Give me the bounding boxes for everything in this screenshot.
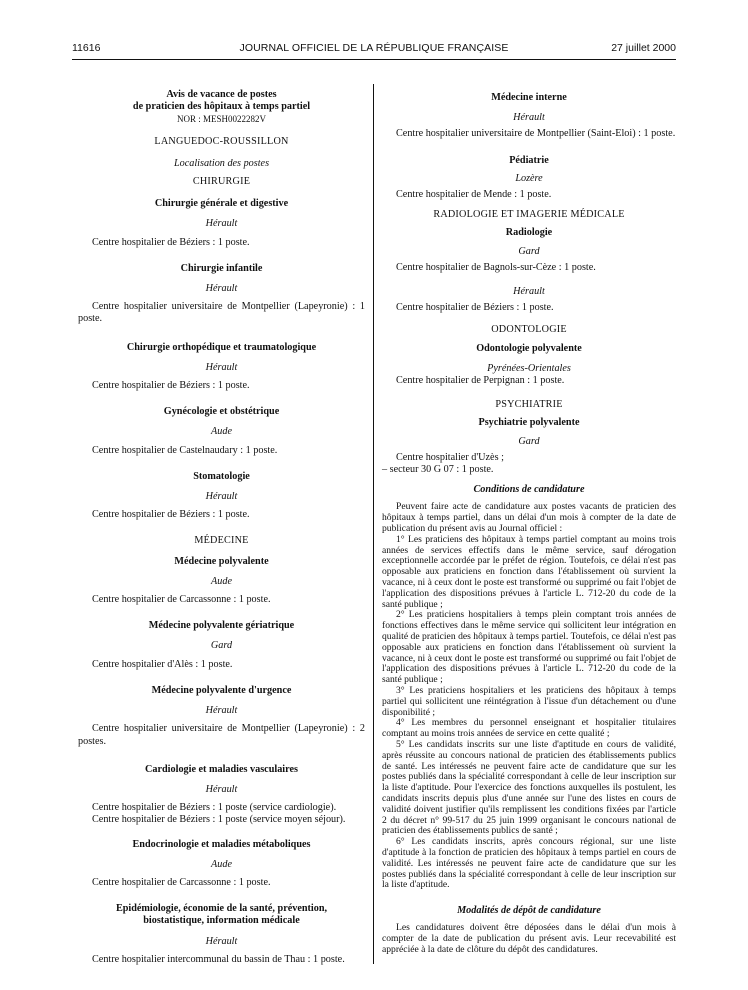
department: Hérault — [205, 783, 238, 795]
department: Hérault — [205, 361, 238, 373]
post-entry: Centre hospitalier de Perpignan : 1 poste. — [396, 375, 565, 387]
post-entry: Centre hospitalier de Béziers : 1 poste. — [92, 509, 250, 521]
post-entry: Centre hospitalier d'Uzès ; — [396, 451, 504, 463]
specialty-title: Pédiatrie — [509, 154, 549, 166]
specialty-title: Médecine polyvalente — [174, 555, 269, 567]
condition-item: 4° Les membres du personnel enseignant et hospitalier titulaires comptant au moins trois années de service en cette qualité ; — [382, 717, 676, 740]
specialty-title: Médecine polyvalente gériatrique — [148, 620, 295, 632]
specialty-title: Chirurgie infantile — [180, 262, 263, 274]
specialty-title: Chirurgie orthopédique et traumatologique — [126, 341, 317, 353]
specialty-title: Chirurgie générale et digestive — [154, 198, 289, 210]
specialty-title-continued: biostatistique, information médicale — [143, 915, 300, 927]
post-entry: Centre hospitalier de Béziers : 1 poste (service moyen séjour). — [92, 814, 346, 826]
category-chirurgie: CHIRURGIE — [192, 176, 251, 188]
post-entry: Centre hospitalier d'Alès : 1 poste. — [92, 658, 233, 670]
journal-title: JOURNAL OFFICIEL DE LA RÉPUBLIQUE FRANÇAISE — [239, 42, 509, 54]
post-entry: Centre hospitalier intercommunal du bassin de Thau : 1 poste. — [92, 953, 345, 965]
department: Hérault — [513, 112, 545, 124]
left-column — [78, 89, 365, 966]
condition-item: 5° Les candidats inscrits sur une liste d'aptitude en cours de validité, après réussite au concours national de praticien des établissements publics de santé. Les intéressés ne peuvent faire acte de candidature que sur les postes publiés dans la spécialité correspondant à celle de leur inscription sur la liste d'aptitude. Pour l'exercice des fonctions auxquelles ils postulent, les candidats inscrits depuis plus d'une année sur l'une des listes en cours de validité doivent justifier qu'ils remplissent les conditions fixées par l'article 2 du décret n° 99-517 du 25 juin 1999 organisant le concours national de praticien des établissements publics de santé ; — [382, 739, 676, 837]
category-radiologie: RADIOLOGIE ET IMAGERIE MÉDICALE — [433, 209, 625, 221]
notice-title: Avis de vacance de postes — [166, 89, 277, 100]
department: Pyrénées-Orientales — [487, 362, 571, 374]
department: Hérault — [205, 218, 238, 230]
region-heading: LANGUEDOC-ROUSSILLON — [154, 135, 289, 147]
post-entry: – secteur 30 G 07 : 1 poste. — [382, 464, 494, 476]
post-entry: Centre hospitalier de Bagnols-sur-Cèze : 1 poste. — [396, 261, 596, 273]
post-entry: Centre hospitalier de Carcassonne : 1 poste. — [92, 594, 271, 606]
category-medecine: MÉDECINE — [194, 535, 249, 547]
specialty-title: Médecine interne — [491, 92, 567, 103]
localisation-heading: Localisation des postes — [173, 157, 270, 169]
department: Aude — [211, 575, 232, 587]
right-column — [382, 92, 676, 956]
section-title-modalites: Modalités de dépôt de candidature — [457, 905, 601, 917]
post-entry: Centre hospitalier de Mende : 1 poste. — [396, 189, 552, 201]
specialty-title: Gynécologie et obstétrique — [163, 406, 280, 418]
post-entry: Centre hospitalier de Castelnaudary : 1 poste. — [92, 444, 278, 456]
post-entry: Centre hospitalier de Béziers : 1 poste. — [92, 236, 250, 248]
specialty-title: Stomatologie — [193, 470, 250, 482]
page-number: 11616 — [72, 42, 101, 54]
specialty-title: Psychiatrie polyvalente — [478, 417, 580, 429]
post-entry: Centre hospitalier de Béziers : 1 poste (service cardiologie). — [92, 802, 337, 814]
post-entry: Centre hospitalier universitaire de Montpellier (Lapeyronie) : 1 poste. — [78, 301, 365, 325]
page-header — [72, 42, 676, 56]
header-rule — [72, 59, 676, 60]
department: Gard — [210, 640, 233, 652]
modalites-text: Les candidatures doivent être déposées dans le délai d'un mois à compter de la date de publication du présent avis. Leur recevabilité est appréciée à la date de clôture du dépôt des candidatures. — [382, 922, 676, 955]
post-entry: Centre hospitalier de Béziers : 1 poste. — [396, 302, 554, 314]
department: Hérault — [205, 935, 238, 947]
specialty-title: Epidémiologie, économie de la santé, prévention, — [115, 903, 328, 915]
post-entry: Centre hospitalier de Béziers : 1 poste. — [92, 380, 250, 392]
condition-item: 3° Les praticiens hospitaliers et les praticiens des hôpitaux à temps partiel qui sollicitent une réintégration à l'issue d'un détachement ou d'une disponibilité ; — [382, 685, 676, 718]
notice-subtitle: de praticien des hôpitaux à temps partiel — [132, 101, 311, 113]
specialty-title: Endocrinologie et maladies métaboliques — [132, 838, 311, 850]
nor-reference: NOR : MESH0022282V — [176, 114, 266, 125]
department: Hérault — [205, 491, 238, 503]
post-entry: Centre hospitalier de Carcassonne : 1 poste. — [92, 876, 271, 888]
publication-date: 27 juillet 2000 — [611, 42, 676, 54]
department: Hérault — [205, 705, 238, 717]
specialty-title: Médecine polyvalente d'urgence — [151, 684, 292, 696]
department: Lozère — [515, 172, 543, 184]
condition-item: 6° Les candidats inscrits, après concours régional, sur une liste d'aptitude à la fonction de praticien des hôpitaux à temps partiel en cours de validité. Les intéressés ne peuvent faire acte de candidature que sur les postes publiés dans la spécialité correspondant à celle de leur inscription sur la liste d'aptitude. — [382, 836, 676, 891]
post-entry: Centre hospitalier universitaire de Montpellier (Saint-Eloi) : 1 poste. — [396, 128, 676, 140]
department: Hérault — [513, 286, 545, 298]
specialty-title: Cardiologie et maladies vasculaires — [145, 763, 298, 775]
conditions-body — [382, 502, 676, 891]
column-divider — [373, 84, 374, 964]
specialty-title: Radiologie — [505, 227, 553, 239]
department: Hérault — [205, 283, 238, 295]
conditions-intro: Peuvent faire acte de candidature aux postes vacants de praticien des hôpitaux à temps partiel, dans un délai d'un mois à compter de la date de publication du présent avis au Journal officiel : — [382, 501, 676, 535]
condition-item: 1° Les praticiens des hôpitaux à temps partiel comptant au moins trois années de services effectifs dans le même service, sauf dérogation exceptionnelle accordée par le préfet de région. Toutefois, ce délai n'est pas opposable aux praticiens en fonction dans l'établissement où survient la vacance, ni à ceux dont le poste est transformé ou supprimé ou fait l'objet de l'application des dispositions prévues à l'article L. 712-20 du code de la santé publique ; — [382, 533, 676, 610]
department: Gard — [518, 245, 540, 257]
department: Aude — [211, 858, 232, 870]
specialty-title: Odontologie polyvalente — [476, 342, 582, 354]
department: Gard — [518, 435, 540, 447]
section-title-conditions: Conditions de candidature — [473, 484, 585, 496]
condition-item: 2° Les praticiens hospitaliers à temps plein comptant trois années de fonctions effectives dans le même service qui sollicitent leur intégration en qualité de praticien des hôpitaux à temps partiel. Toutefois, ce délai n'est pas opposable aux praticiens en fonction dans l'établissement où survient la vacance, ni à ceux dont le poste est transformé ou supprimé ou fait l'objet de l'application des dispositions prévues à l'article L. 712-20 du code de la santé publique ; — [382, 609, 676, 686]
category-psychiatrie: PSYCHIATRIE — [495, 399, 563, 411]
department: Aude — [211, 426, 232, 438]
post-entry: Centre hospitalier universitaire de Montpellier (Lapeyronie) : 2 postes. — [78, 723, 365, 747]
category-odontologie: ODONTOLOGIE — [491, 324, 567, 336]
